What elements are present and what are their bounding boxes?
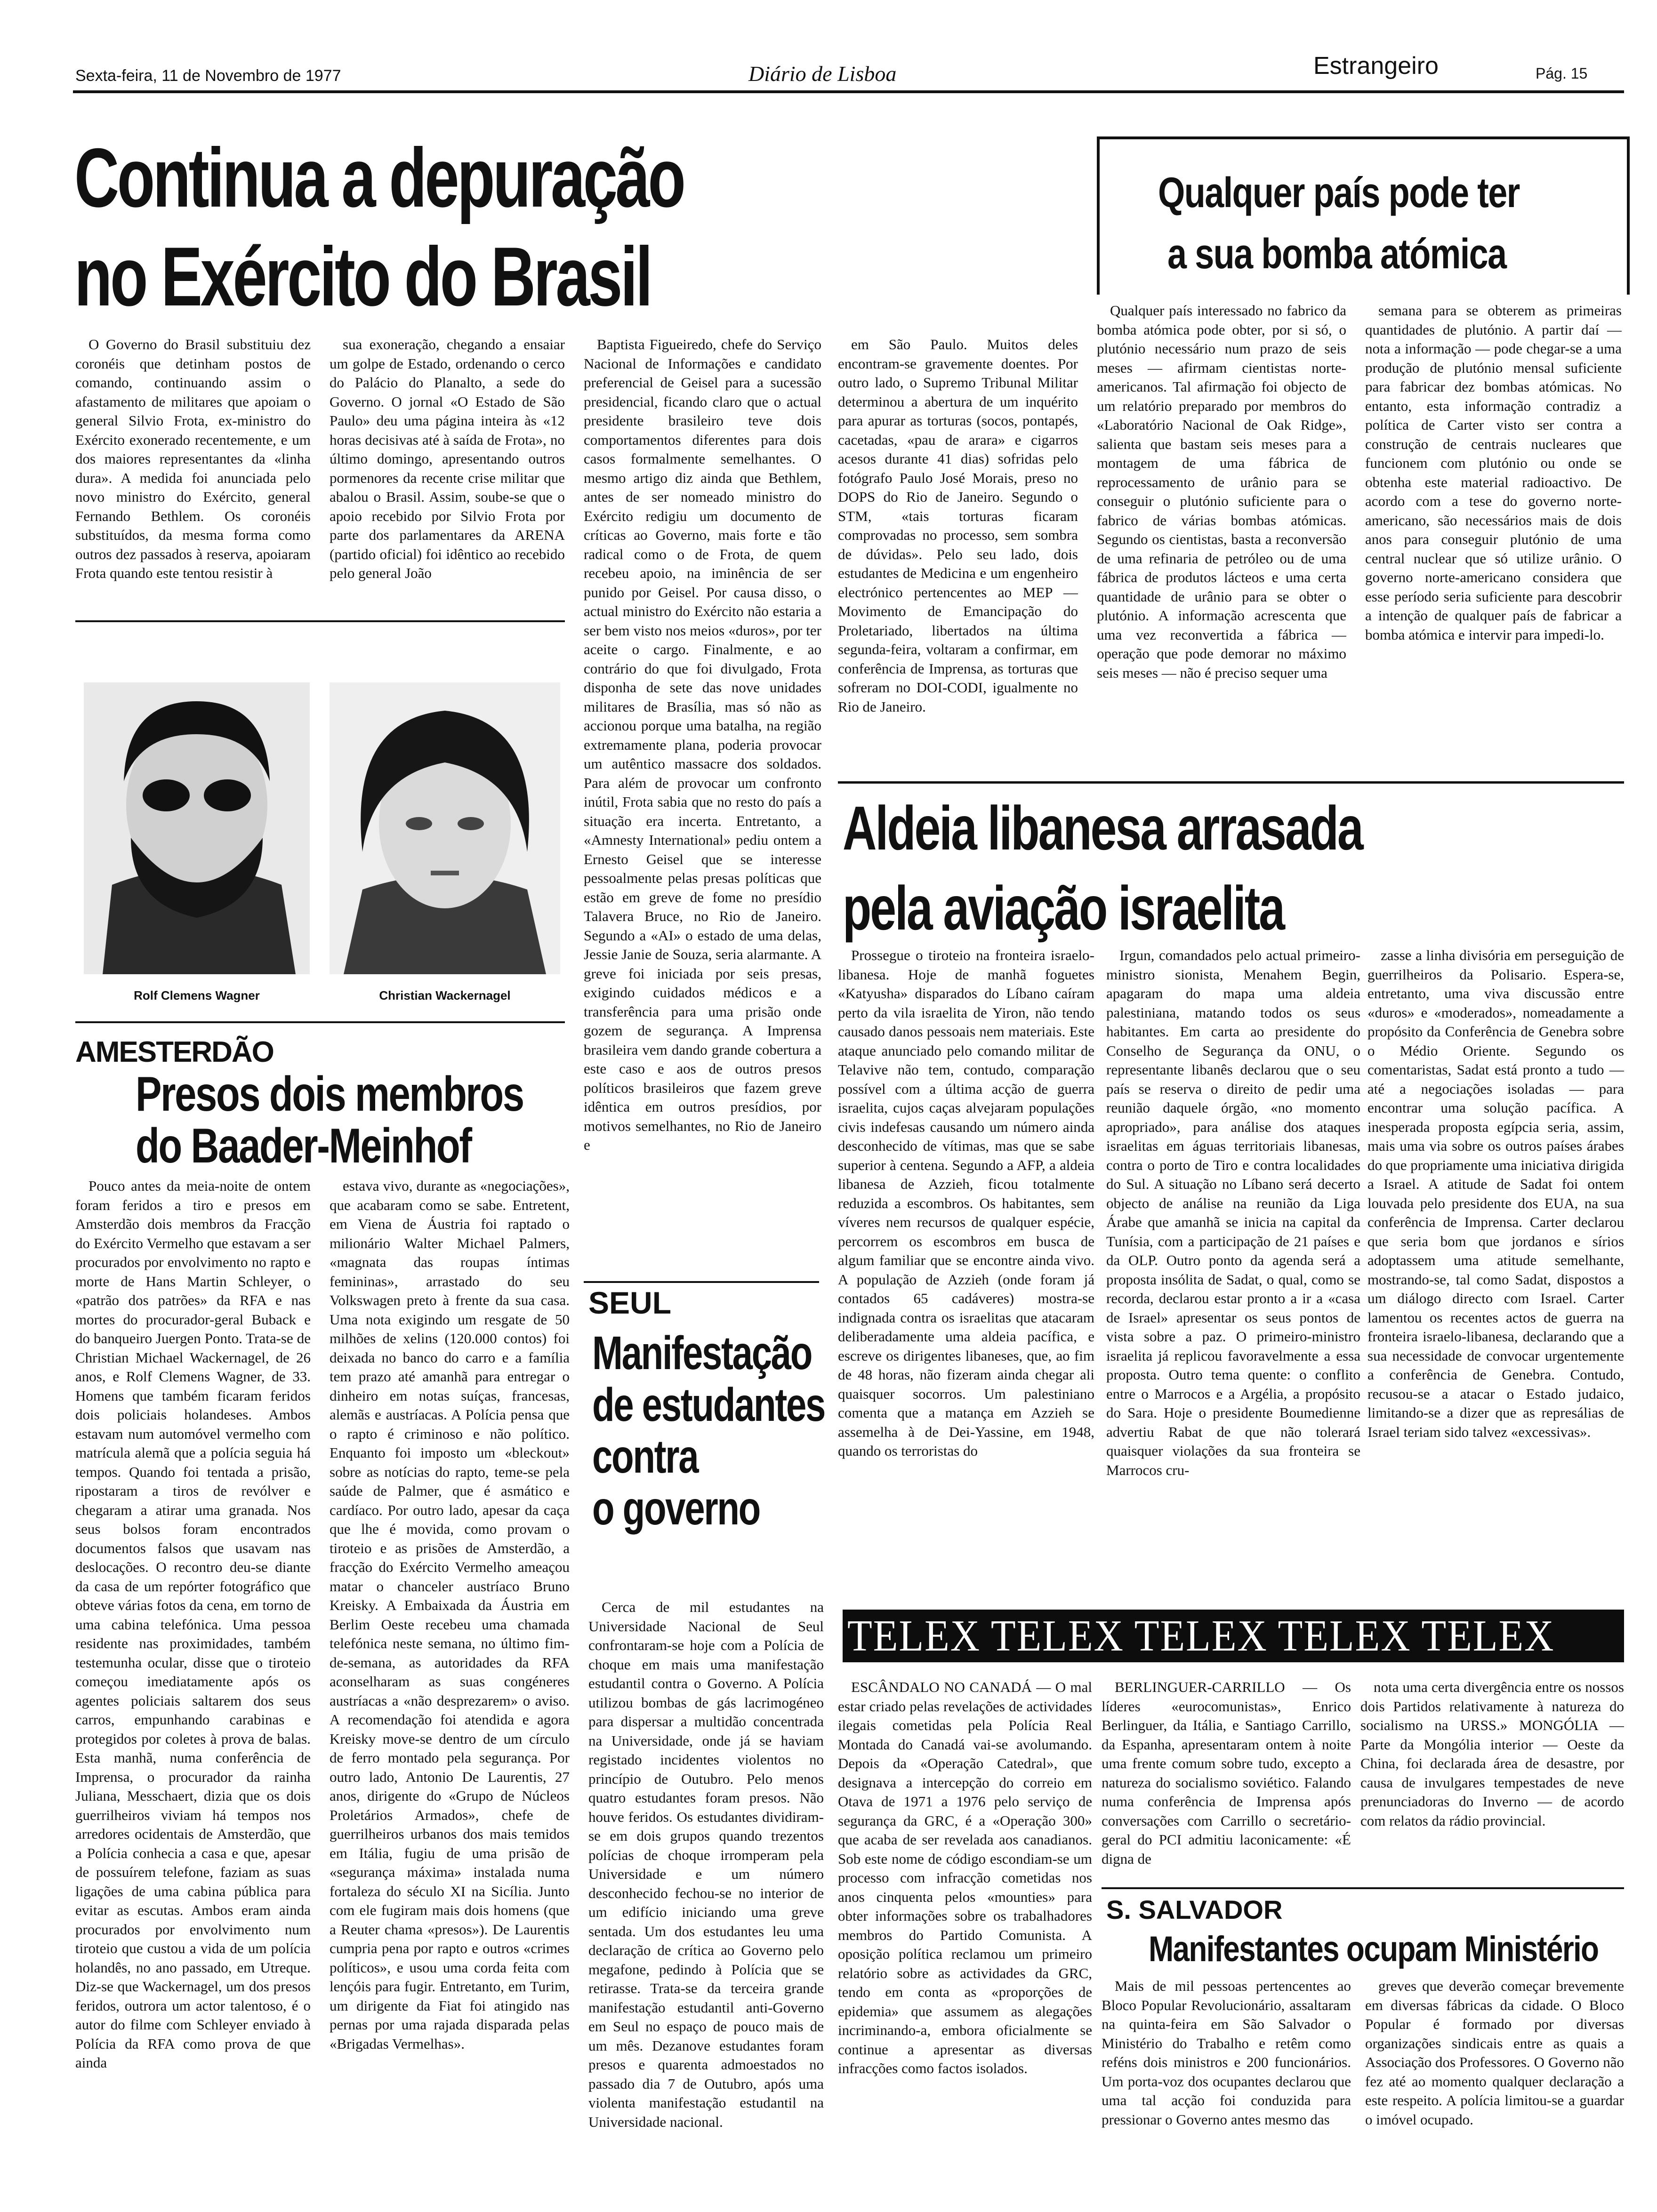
bomba-headline-2: a sua bomba atómica [1167, 231, 1506, 278]
masthead-section: Estrangeiro [1313, 52, 1439, 80]
aldeia-col-2: Irgun, comandados pelo actual primeiro-ministro sionista, Menahem Begin, apagaram do mapa uma aldeia palestiniana, matando todos os seus habitantes. Em carta ao presidente do Conselho de Segurança da ONU, o representante libanês declarou que o seu país se reserva o direito de pedir uma reunião daquele órgão, «no momento apropriado», para análise dos ataques israelitas em águas territoriais libanesas, contra o porto de Tiro e contra localidades do Sul. A situação no Líbano será decerto objecto de análise na reunião da Liga Árabe que amanhã se inicia na capital da Tunísia, com a participação de 21 países e da OLP. Outro ponto da agenda será a proposta insólita de Sadat, o qual, como se recorda, declarou estar pronto a ir a «casa de Israel» apresentar os seus pontos de vista sobre a paz. O primeiro-ministro israelita já replicou favoravelmente a essa proposta. Outro tema quente: o conflito entre o Marrocos e a Argélia, a propósito do Sara. Hoje o presidente Boumedienne advertiu Rabat de que não tolerará quaisquer violações da sua fronteira se Marrocos cru- [1106, 947, 1360, 1478]
photo-wagner [84, 682, 310, 974]
brasil-bottom-rule [75, 620, 565, 622]
bomba-headline-1: Qualquer país pode ter [1158, 169, 1520, 216]
masthead-paper: Diário de Lisboa [748, 62, 897, 86]
amsterdao-col-2: estava vivo, durante as «negociações», que acabaram como se sabe. Entretent, em Viena de Áustria foi raptado o milionário Walter Michael Palmers, «magnata das roupas íntimas femininas», arrastado do seu Volkswagen preto à frente da sua casa. Uma nota exigindo um resgate de 50 milhões de xelins (120.000 contos) foi deixada no banco do carro e a família tem prazo até amanhã para entregar o dinheiro em notas suíças, francesas, alemãs e austríacas. A Polícia pensa que o rapto é criminoso e não político. Enquanto foi imposto um «bleckout» sobre as notícias do rapto, teme-se pela saúde de Palmer, que é asmático e cardíaco. Por outro lado, apesar da caça que lhe é movida, como provam o tiroteio e as prisões de Amsterdão, a fracção do Exército Vermelho ameaçou matar o chanceler austríaco Bruno Kreisky. A Embaixada da Áustria em Berlim Oeste recebeu uma chamada telefónica neste semana, no último fim-de-semana, as autoridades da RFA aconselharam as suas congéneres austríacas a «não desprezarem» o aviso. A recomendação foi atendida e agora Kreisky move-se dentro de um círculo de ferro montado pela segurança. Por outro lado, Antonio De Laurentis, 27 anos, dirigente do «Grupo de Núcleos Proletários Armados», chefe de guerrilheiros urbanos dos mais temidos em Itália, fugiu de uma prisão de «segurança máxima» instalada numa fortaleza do século XI na Sicília. Junto com ele fugiram mais dois homens (que a Reuter chama «presos»). De Laurentis cumpria pena por rapto e outros «crimes políticos», e usou uma corda feita com lençóis para fugir. Entretanto, em Turim, um dirigente da Fiat foi atingido nas pernas por uma rajada disparada pelas «Brigadas Vermelhas». [330, 1178, 570, 2052]
brasil-headline-1: Continua a depuração [74, 131, 684, 224]
amsterdao-headline-1: Presos dois membros [136, 1067, 523, 1122]
brasil-col-4: em São Paulo. Muitos deles encontram-se gravemente doentes. Por outro lado, o Supremo Tribunal Militar determinou a abertura de um inquérito para apurar as torturas (socos, pontapés, cacetadas, «pau de arara» e cigarros acesos durante 41 dias) sofridas pelo fotógrafo Paulo José Morais, preso no DOPS do Rio de Janeiro. Segundo o STM, «tais torturas ficaram comprovadas no processo, sem sombra de dúvidas». Pelo seu lado, dois estudantes de Medicina e um engenheiro electrónico pertencentes ao MEP — Movimento de Emancipação do Proletariado, libertados na última segunda-feira, voltaram a confirmar, em conferência de Imprensa, as torturas que sofreram no DOI-CODI, igualmente no Rio de Janeiro. [838, 336, 1078, 715]
salvador-kicker: S. SALVADOR [1106, 1895, 1283, 1924]
aldeia-top-rule [838, 781, 1624, 784]
masthead-date: Sexta-feira, 11 de Novembro de 1977 [75, 67, 341, 85]
telex-col-2: BERLINGUER-CARRILLO — Os líderes «eurocomunistas», Enrico Berlinguer, da Itália, e Santiago Carrillo, da Espanha, apresentaram ontem à noite uma frente comum sobre tudo, excepto a natureza do socialismo soviético. Falando numa conferência de Imprensa após conversações com Carrillo o secretário-geral do PCI admitiu laconicamente: «É digna de [1102, 1679, 1351, 1867]
amsterdao-headline-2: do Baader-Meinhof [136, 1119, 471, 1173]
seul-top-rule [584, 1281, 819, 1283]
telex-banner-text: TELEX TELEX TELEX TELEX TELEX [847, 1613, 1555, 1659]
brasil-headline-2: no Exército do Brasil [74, 230, 651, 323]
aldeia-headline-2: pela aviação israelita [843, 874, 1284, 943]
seul-headline-4: o governo [592, 1482, 760, 1535]
salvador-col-2: greves que deverão começar brevemente em diversas fábricas da cidade. O Bloco Popular é formado por diversas organizações sindicais entre as quais a Associação dos Professores. O Governo não fez até ao momento qualquer declaração a este respeito. A polícia limitou-se a guardar o imóvel ocupado. [1365, 1978, 1624, 2128]
masthead-page: Pág. 15 [1536, 65, 1588, 82]
amsterdao-col-1: Pouco antes da meia-noite de ontem foram feridos a tiro e presos em Amsterdão dois membros da Fracção do Exército Vermelho que estavam a ser procurados por envolvimento no rapto e morte de Hans Martin Schleyer, o «patrão dos patrões» da RFA e nas mortes do procurador-geral Buback e do banqueiro Juergen Ponto. Trata-se de Christian Michael Wackernagel, de 26 anos, e Rolf Clemens Wagner, de 33. Homens que também ficaram feridos dois policiais holandeses. Ambos estavam num automóvel vermelho com matrícula alemã que a polícia seguia há tempos. Quando foi tentada a prisão, ripostaram a tiros de revólver e chegaram a atirar uma granada. Nos seus bolsos foram encontrados documentos falsos que usavam nas deslocações. O recontro deu-se diante da casa de um repórter fotográfico que obteve várias fotos da cena, em torno de uma cabina telefónica. Uma pessoa residente nas proximidades, também testemunha ocular, disse que o tiroteio começou imediatamente após os agentes policiais saltarem dos seus carros, empunhando carabinas e protegidos por coletes à prova de balas. Esta manhã, numa conferência de Imprensa, o procurador da rainha Juliana, Messchaert, dizia que os dois guerrilheiros viviam há tempos nos arredores ocidentais de Amsterdão, que a Polícia conhecia a casa e que, apesar de possuírem telefone, faziam as suas ligações de uma cabina pública para evitar as escutas. Ambos eram ainda procurados por envolvimento num tiroteio que custou a vida de um polícia holandês, no ano passado, em Utreque. Diz-se que Wackernagel, um dos presos feridos, outrora um actor talentoso, é o autor do filme com Schleyer enviado à Polícia da RFA como prova de que ainda [75, 1178, 311, 2071]
salvador-top-rule [1102, 1887, 1624, 1889]
telex-col-1: ESCÂNDALO NO CANADÁ — O mal estar criado pelas revelações de actividades ilegais cometidas pela Polícia Real Montada do Canadá vai-se avolumando. Depois da «Operação Catedral», que designava a intercepção do correio em Otava de 1971 a 1976 pelo serviço de segurança da GRC, é a «Operação 300» que acaba de ser revelada aos canadianos. Sob este nome de código escondiam-se um processo com infracção cometidas nos anos cinquenta pelos «mounties» para obter informações sobre os trabalhadores membros do Partido Comunista. A oposição política reclamou um primeiro relatório sobre as actividades da GRC, tendo em conta as «proporções de epidemia» que assumem as alegações incriminando-a, embora oficialmente se continue a apresentar as diversas infracções como factos isolados. [838, 1679, 1092, 2076]
seul-body: Cerca de mil estudantes na Universidade Nacional de Seul confrontaram-se hoje com a Polícia de choque em mais uma manifestação estudantil contra o Governo. A Polícia utilizou bombas de gás lacrimogéneo para dispersar a multidão concentrada na Universidade, onde já se haviam registado incidentes violentos no princípio de Outubro. Pelo menos quatro estudantes foram presos. Não houve feridos. Os estudantes dividiram-se em dois grupos quando trezentos polícias de choque irromperam pela Universidade e um número desconhecido fechou-se no interior de um edifício iniciando uma greve sentada. Um dos estudantes leu uma declaração de crítica ao Governo pelo megafone, pedindo à Polícia que se retirasse. Trata-se da terceira grande manifestação estudantil anti-Governo em Seul no espaço de pouco mais de um mês. Dezanove estudantes foram presos e quarenta admoestados no passado dia 7 de Outubro, após uma violenta manifestação estudantil na Universidade nacional. [588, 1599, 824, 2130]
seul-kicker: SEUL [588, 1285, 672, 1320]
brasil-col-1: O Governo do Brasil substituiu dez coronéis que detinham postos de comando, continuando assim o afastamento de militares que apoiam o general Silvio Frota, ex-ministro do Exército exonerado recentemente, e um dos maiores representantes da «linha dura». A medida foi anunciada pelo novo ministro do Exército, general Fernando Bethlem. Os coronéis substituídos, da mesma forma como outros dez passados à reserva, apoiaram Frota quando este tentou resistir à [75, 336, 311, 581]
amsterdao-top-rule [75, 1021, 565, 1023]
masthead-rule [73, 90, 1624, 93]
amsterdao-kicker: AMESTERDÃO [75, 1036, 273, 1068]
aldeia-col-1: Prossegue o tiroteio na fronteira israelo-libanesa. Hoje de manhã foguetes «Katyusha» disparados do Líbano caíram perto da vila israelita de Yiron, não tendo causado danos pessoais nem materiais. Este ataque anunciado pelo comando militar de Telavive não tem, contudo, comparação possível com a última acção de guerra israelita, cujos caças alvejaram populações civis indefesas causando um número ainda desconhecido de vítimas, mas que se sabe superior à centena. Segundo a AFP, a aldeia libanesa de Azzieh, ficou totalmente reduzida a escombros. Os habitantes, sem víveres nem recursos de qualquer espécie, percorrem os escombros em busca de algum familiar que se encontre ainda vivo. A população de Azzieh (onde foram já contados 65 cadáveres) mostra-se indignada contra os israelitas que atacaram deliberadamente uma aldeia pacífica, e escreve os dirigentes libaneses, que, ao fim de 48 horas, não fizeram ainda chegar ali quaisquer socorros. Um palestiniano comenta que a matança em Azzieh se assemelha à de Dei-Yassine, em 1948, quando os terroristas do [838, 947, 1094, 1459]
salvador-headline: Manifestantes ocupam Ministério [1149, 1929, 1599, 1969]
aldeia-headline-1: Aldeia libanesa arrasada [843, 793, 1362, 863]
seul-headline-3: contra [592, 1430, 698, 1483]
seul-headline-1: Manifestação [592, 1327, 812, 1379]
bomba-col-1: Qualquer país interessado no fabrico da bomba atómica pode obter, por si só, o plutónio necessário num prazo de seis meses — afirmam cientistas norte-americanos. Tal afirmação foi objecto de um relatório preparado por membros do «Laboratório Nacional de Oak Ridge», salienta que bastam seis meses para a montagem de uma fábrica de reprocessamento de urânio para se conseguir o plutónio suficiente para o fabrico de várias bombas atómicas. Segundo os cientistas, basta a reconversão de uma refinaria de petróleo ou de uma fábrica de produtos lácteos e uma certa quantidade de urânio para se obter o plutónio. A informação acrescenta que uma vez reconvertida a fábrica — operação que pode demorar no máximo seis meses — não é preciso sequer uma [1097, 302, 1346, 681]
caption-wagner: Rolf Clemens Wagner [134, 988, 260, 1002]
brasil-col-2: sua exoneração, chegando a ensaiar um golpe de Estado, ordenando o cerco do Palácio do Planalto, a sede do Governo. O jornal «O Estado de São Paulo» deu uma página inteira às «12 horas decisivas até à saída de Frota», no último domingo, apresentando outros pormenores da recente crise militar que abalou o Brasil. Assim, soube-se que o apoio recebido por Silvio Frota por parte dos parlamentares da ARENA (partido oficial) foi idêntico ao recebido pelo general João [330, 336, 565, 581]
brasil-col-3: Baptista Figueiredo, chefe do Serviço Nacional de Informações e candidato preferencial de Geisel para a sucessão presidencial, ficando claro que o actual presidente brasileiro teve dois comportamentos diferentes para dois casos formalmente semelhantes. O mesmo artigo diz ainda que Bethlem, antes de ser nomeado ministro do Exército redigiu um documento de críticas ao Governo, mais forte e tão radical como o de Frota, de quem recebeu apoio, na iminência de ser punido por Geisel. Por causa disso, o actual ministro do Exército não estaria a ser bem visto nos meios «duros», por ter aceite o cargo. Finalmente, e ao contrário do que foi divulgado, Frota disponha de sete das nove unidades militares de Brasília, mas só não as accionou porque uma batalha, na região extremamente plana, poderia provocar um autêntico massacre dos soldados. Para além de provocar um confronto inútil, Frota sabia que no resto do país a situação era incerta. Entretanto, a «Amnesty International» pediu ontem a Ernesto Geisel que se interesse pessoalmente pelas presas políticas que estão em greve de fome no presídio Talavera Bruce, no Rio de Janeiro. Segundo a «AI» o estado de uma delas, Jessie Janie de Souza, seria alarmante. A greve foi iniciada por seis presas, exigindo cuidados médicos e a transferência para uma prisão onde gozem de segurança. A Imprensa brasileira vem dando grande cobertura a este caso e aos de outros presos políticos brasileiros que fazem greve idêntica em outros presídios, por motivos semelhantes, no Rio de Janeiro e [584, 336, 821, 1153]
bomba-col-2: semana para se obterem as primeiras quantidades de plutónio. A partir daí — nota a informação — pode chegar-se a uma produção de plutónio mensal suficiente para fabricar dez bombas atómicas. No entanto, esta informação contradiz a política de Carter visto ser contra a construção de centrais nucleares que funcionem com plutónio ou onde se obtenha este material radioactivo. De acordo com a tese do governo norte-americano, são necessários mais de dois anos para conseguir plutónio de uma central nuclear que só utilize urânio. O governo norte-americano considera que esse período seria suficiente para descobrir a intenção de qualquer país de fabricar a bomba atómica e intervir para impedi-lo. [1365, 302, 1622, 643]
telex-col-3: nota uma certa divergência entre os nossos dois Partidos relativamente à natureza do socialismo na URSS.» MONGÓLIA — Parte da Mongólia interior — Oeste da China, foi declarada área de desastre, por causa de invulgares tempestades de neve prenunciadoras do Inverno — de acordo com relatos da rádio provincial. [1360, 1679, 1624, 1829]
salvador-col-1: Mais de mil pessoas pertencentes ao Bloco Popular Revolucionário, assaltaram na quinta-feira em São Salvador o Ministério do Trabalho e retêm como reféns dois ministros e 200 funcionários. Um porta-voz dos ocupantes declarou que uma tal acção foi conduzida para pressionar o Governo antes mesmo das [1102, 1978, 1351, 2128]
aldeia-col-3: zasse a linha divisória em perseguição de guerrilheiros da Polisario. Espera-se, entretanto, uma viva discussão entre «duros» e «moderados», nomeadamente a propósito da Conferência de Genebra sobre o Médio Oriente. Segundo os comentaristas, Sadat está pronto a tudo — até a negociações isoladas — para encontrar uma solução pacífica. A inesperada proposta egípcia seria, assim, mais uma via sobre os outros países árabes do que propriamente uma iniciativa dirigida a Israel. A atitude de Sadat foi ontem louvada pelo presidente dos EUA, na sua conferência de Imprensa. Carter declarou que seria bom que jordanos e sírios adoptassem uma atitude semelhante, mostrando-se, tal como Sadat, dispostos a um diálogo directo com Israel. Carter lamentou os recentes actos de guerra na fronteira israelo-libanesa, declarando que a sua necessidade de convocar urgentemente a conferência de Genebra. Contudo, recusou-se a atacar o Estado judaico, limitando-se a dizer que as represálias de Israel teriam sido talvez «excessivas». [1367, 947, 1624, 1440]
photo-wackernagel [330, 682, 560, 974]
seul-headline-2: de estudantes [592, 1378, 825, 1431]
caption-wackernagel: Christian Wackernagel [379, 988, 511, 1002]
